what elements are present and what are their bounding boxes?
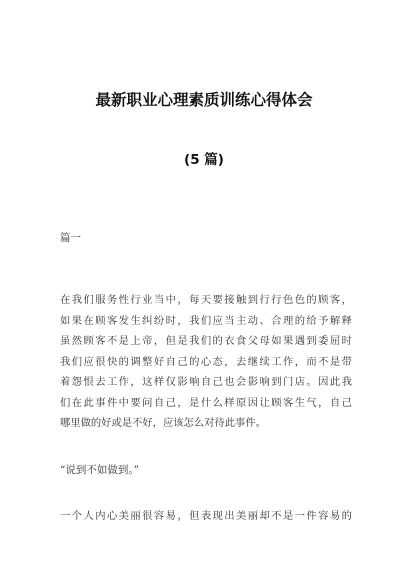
paragraph-1	[60, 290, 352, 434]
paragraph-2	[60, 506, 352, 527]
document-subtitle: (5 篇)	[184, 152, 224, 168]
document-title: 最新职业心理素质训练心得体会	[95, 91, 313, 109]
section-label: 篇一	[60, 232, 81, 244]
paragraph-line: 如 果 在 顾 客 发 生 纠 纷 时 ， 我 们 应 当 主 动 、 合 理 的 给 予 解 释	[60, 314, 352, 327]
paragraph-line: 们 在 此 事 件 中 要 问 自 己 ， 是 什 么 样 原 因 让 顾 客 生 气 ， 自 己	[60, 396, 352, 409]
quote-line: “说到不如做到。”	[60, 464, 139, 476]
paragraph-line: 一 个 人 内 心 美 丽 很 容 易 ， 但 表 现 出 美 丽 却 不 是 一 件 容 易 的	[60, 510, 352, 522]
paragraph-line: 虽 然 顾 客 不 是 上 帝 ， 但 是 我 们 的 衣 食 父 母 如 果 遇 到 委 屈 时	[60, 335, 352, 347]
paragraph-line: 着 怨 恨 去 工 作 ， 这 样 仅 影 响 自 己 也 会 影 响 到 门 店 。 因 此 我	[60, 376, 352, 388]
paragraph-line: 我 们 应 很 快 的 调 整 好 自 己 的 心 态 ， 去 继 续 工 作 ， 而 不 是 带	[60, 355, 352, 368]
paragraph-line: 在 我 们 服 务 性 行 业 当 中 ， 每 天 要 接 触 到 行 行 色 色 的 顾 客 ，	[60, 294, 352, 306]
paragraph-line: 哪里做的好或是不好，应该怎么对待此事件。	[60, 417, 266, 429]
